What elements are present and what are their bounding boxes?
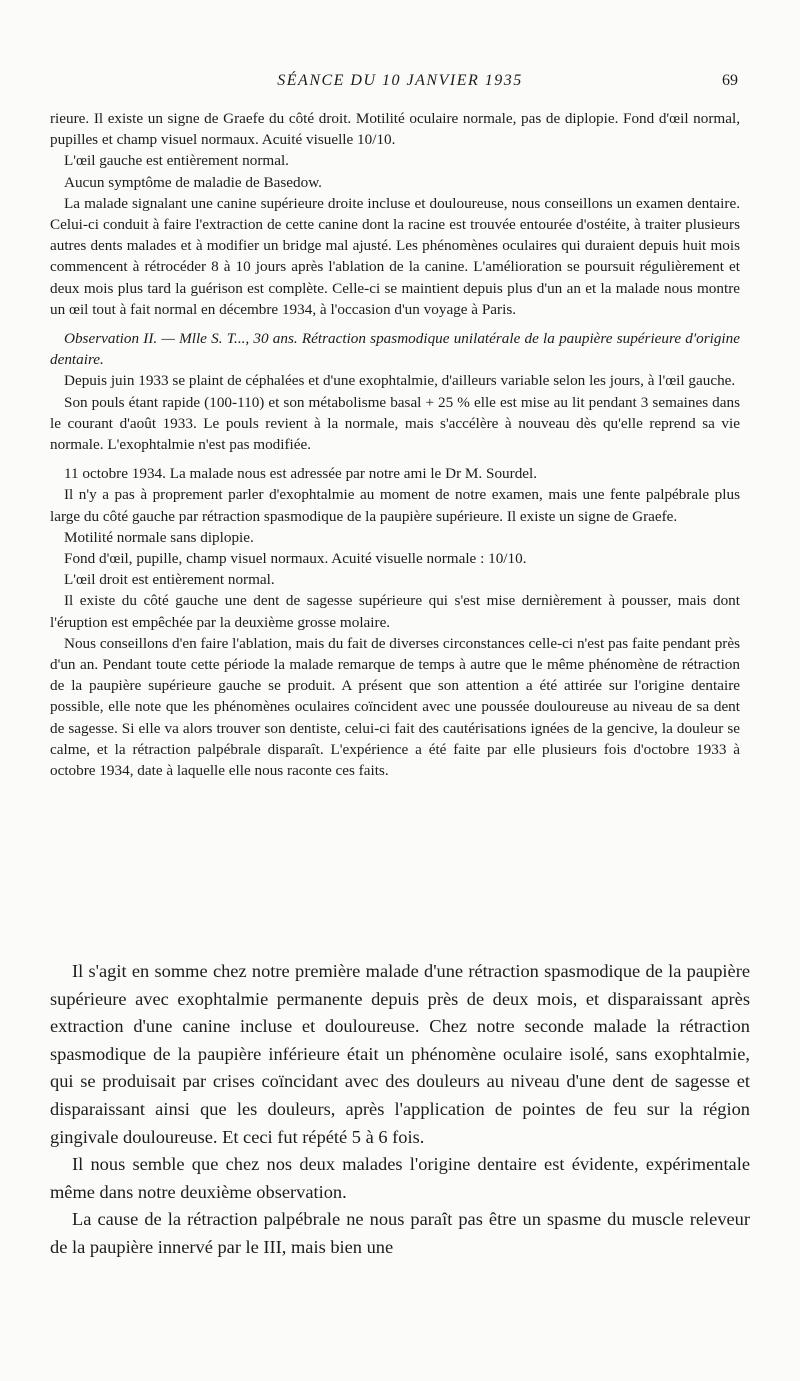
paragraph: 11 octobre 1934. La malade nous est adressée par notre ami le Dr M. Sourdel. xyxy=(64,465,538,483)
paragraph: Depuis juin 1933 se plaint de céphalées et d'une exophtalmie, d'ailleurs variable selon les jours, à l'œil gauche. xyxy=(64,372,736,390)
paragraph: Il s'agit en somme chez notre première malade d'une rétraction spasmodique de la paupière supérieure avec exophtalmie permanente depuis près de deux mois, et disparaissant après extraction d'une canine incluse et douloureuse. Chez notre seconde malade la rétraction spasmodique de la paupière inférieure était un phénomène oculaire isolé, sans exophtalmie, qui se produisait par crises coïncidant avec des douleurs au niveau d'une dent de sagesse et disparaissant ainsi que les douleurs, après l'application de pointes de feu sur la région gingivale douloureuse. Et ceci fut répété 5 à 6 fois. xyxy=(50,961,750,1147)
paragraph: L'œil droit est entièrement normal. xyxy=(64,571,275,589)
paragraph: Nous conseillons d'en faire l'ablation, mais du fait de diverses circonstances celle-ci n'est pas faite pendant près d'un an. Pendant toute cette période la malade remarque de temps à autre que le même phénomène de rétraction de la paupière supérieure gauche se produit. A présent que son attention a été attirée sur l'origine dentaire possible, elle note que les phénomènes oculaires coïncident avec une poussée douloureuse au niveau de sa dent de sagesse. Si elle va alors trouver son dentiste, celui-ci fait des cautérisations ignées de la gencive, la douleur se calme, et la rétraction palpébrale disparaît. L'expérience a été faite par elle plusieurs fois d'octobre 1933 à octobre 1934, date à laquelle elle nous raconte ces faits. xyxy=(50,634,740,780)
running-header xyxy=(50,72,750,94)
small-text-block xyxy=(50,108,740,781)
paragraph: La malade signalant une canine supérieure droite incluse et douloureuse, nous conseillons un examen dentaire. Celui-ci conduit à faire l'extraction de cette canine dont la racine est trouvée entourée d'ostéite, à traiter plusieurs autres dents malades et à modifier un bridge mal ajusté. Les phénomènes oculaires qui duraient depuis huit mois commencent à rétrocéder 8 à 10 jours après l'ablation de la canine. L'amélioration se poursuit régulièrement et deux mois plus tard la guérison est complète. Celle-ci se maintient depuis plus d'un an et la malade nous montre un œil tout à fait normal en décembre 1934, à l'occasion d'un voyage à Paris. xyxy=(50,194,740,318)
running-title: SÉANCE DU 10 JANVIER 1935 xyxy=(277,72,523,89)
paragraph: La cause de la rétraction palpébrale ne nous paraît pas être un spasme du muscle releveur de la paupière innervé par le III, mais bien une xyxy=(50,1209,750,1257)
large-text-block xyxy=(50,958,750,1262)
paragraph: L'œil gauche est entièrement normal. xyxy=(64,152,289,170)
paragraph: Fond d'œil, pupille, champ visuel normaux. Acuité visuelle normale : 10/10. xyxy=(64,550,527,568)
observation-title: Observation II. — Mlle S. T..., 30 ans. Rétraction spasmodique unilatérale de la paupière supérieure d'origine dentaire. xyxy=(50,330,740,369)
paragraph: rieure. Il existe un signe de Graefe du côté droit. Motilité oculaire normale, pas de diplopie. Fond d'œil normal, pupilles et champ visuel normaux. Acuité visuelle 10/10. xyxy=(50,110,740,149)
paragraph: Il nous semble que chez nos deux malades l'origine dentaire est évidente, expérimentale même dans notre deuxième observation. xyxy=(50,1154,750,1202)
page-number: 69 xyxy=(722,72,738,89)
paragraph: Il existe du côté gauche une dent de sagesse supérieure qui s'est mise dernièrement à pousser, mais dont l'éruption est empêchée par la deuxième grosse molaire. xyxy=(50,592,740,631)
paragraph: Il n'y a pas à proprement parler d'exophtalmie au moment de notre examen, mais une fente palpébrale plus large du côté gauche par rétraction spasmodique de la paupière supérieure. Il existe un signe de Graefe. xyxy=(50,486,740,525)
paragraph: Aucun symptôme de maladie de Basedow. xyxy=(64,173,322,191)
paragraph: Motilité normale sans diplopie. xyxy=(64,528,254,546)
paragraph: Son pouls étant rapide (100-110) et son métabolisme basal + 25 % elle est mise au lit pendant 3 semaines dans le courant d'août 1933. Le pouls revient à la normale, mais s'accélère à nouveau dès qu'elle reprend sa vie normale. L'exophtalmie n'est pas modifiée. xyxy=(50,393,740,454)
